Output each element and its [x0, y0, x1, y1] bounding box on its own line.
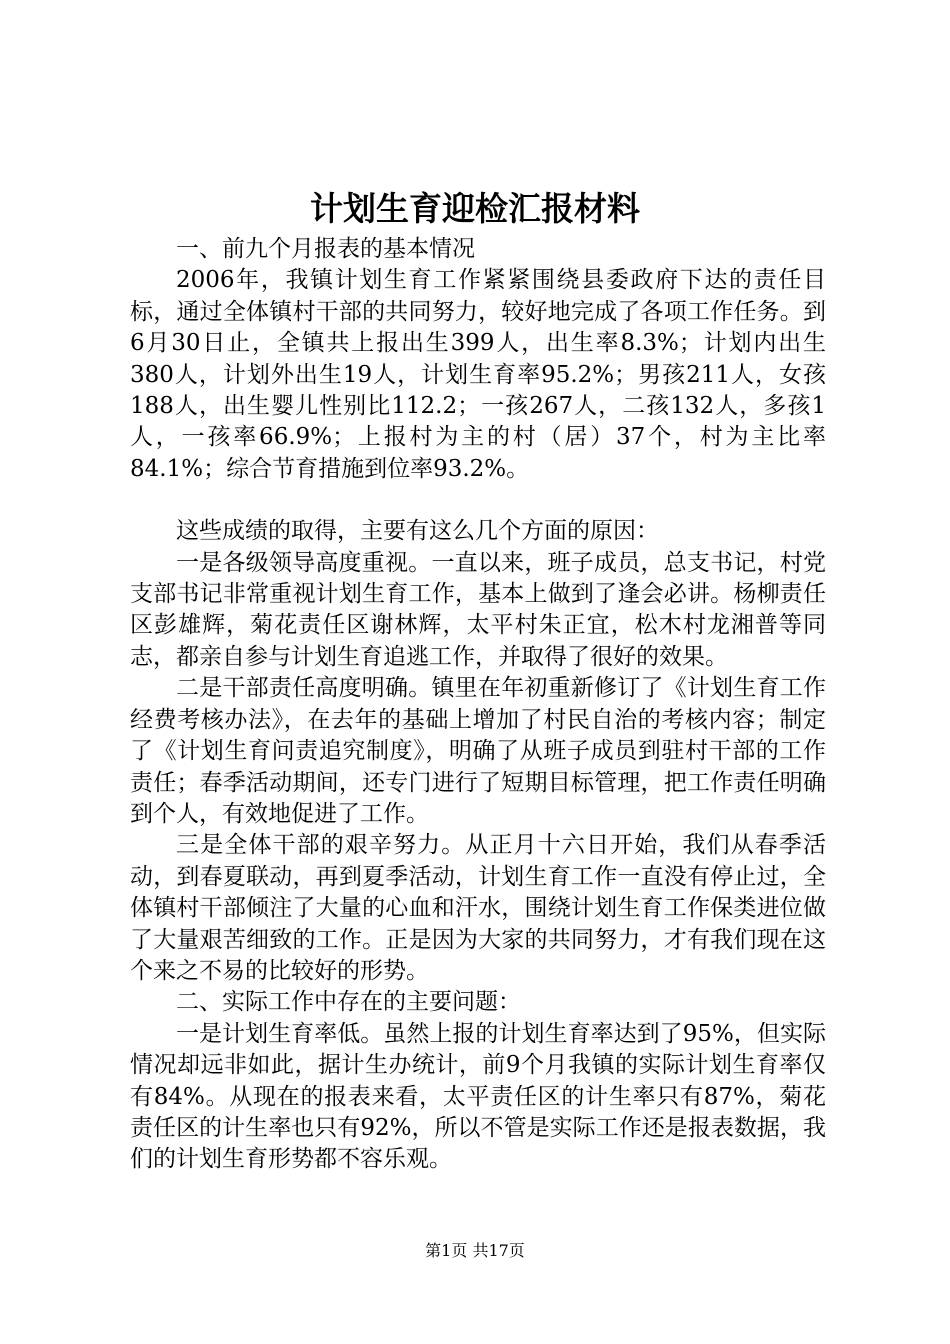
paragraph-reasons-intro: 这些成绩的取得，主要有这么几个方面的原因： — [176, 518, 659, 545]
paragraph-reason-3: 三是全体干部的艰辛努力。从正月十六日开始，我们从春季活动，到春夏联动，再到夏季活动，计划生育工作一直没有停止过，全体镇村干部倾注了大量的心血和汗水，围绕计划生育工作保类进位做了大量艰苦细致的工作。正是因为大家的共同努力，才有我们现在这个来之不易的比较好的形势。 — [130, 832, 826, 984]
page-number-footer: 第1页 共17页 — [425, 1241, 525, 1260]
document-title: 计划生育迎检汇报材料 — [310, 189, 640, 228]
section-heading-1: 一、前九个月报表的基本情况 — [176, 236, 475, 262]
paragraph-problem-1: 一是计划生育率低。虽然上报的计划生育率达到了95%，但实际情况却远非如此，据计生办统计，前9个月我镇的实际计划生育率仅有84%。从现在的报表来看，太平责任区的计生率只有87%，菊花责任区的计生率也只有92%，所以不管是实际工作还是报表数据，我们的计划生育形势都不容乐观。 — [130, 1020, 826, 1173]
paragraph-statistics: 2006年，我镇计划生育工作紧紧围绕县委政府下达的责任目标，通过全体镇村干部的共同努力，较好地完成了各项工作任务。到6月30日止，全镇共上报出生399人，出生率8.3%；计划内出生380人，计划外出生19人，计划生育率95.2%；男孩211人，女孩188人，出生婴儿性别比112.2；一孩267人，二孩132人，多孩1人，一孩率66.9%；上报村为主的村（居）37个，村为主比率84.1%；综合节育措施到位率93.2%。 — [130, 267, 826, 482]
section-heading-2: 二、实际工作中存在的主要问题： — [176, 989, 521, 1016]
paragraph-reason-2: 二是干部责任高度明确。镇里在年初重新修订了《计划生育工作经费考核办法》，在去年的基础上增加了村民自治的考核内容；制定了《计划生育问责追究制度》，明确了从班子成员到驻村干部的工作责任；春季活动期间，还专门进行了短期目标管理，把工作责任明确到个人，有效地促进了工作。 — [130, 675, 826, 827]
paragraph-reason-1: 一是各级领导高度重视。一直以来，班子成员，总支书记，村党支部书记非常重视计划生育工作，基本上做到了逢会必讲。杨柳责任区彭雄辉，菊花责任区谢林辉，太平村朱正宜，松木村龙湘普等同志，都亲自参与计划生育追逃工作，并取得了很好的效果。 — [130, 549, 826, 670]
document-body — [130, 234, 826, 1176]
